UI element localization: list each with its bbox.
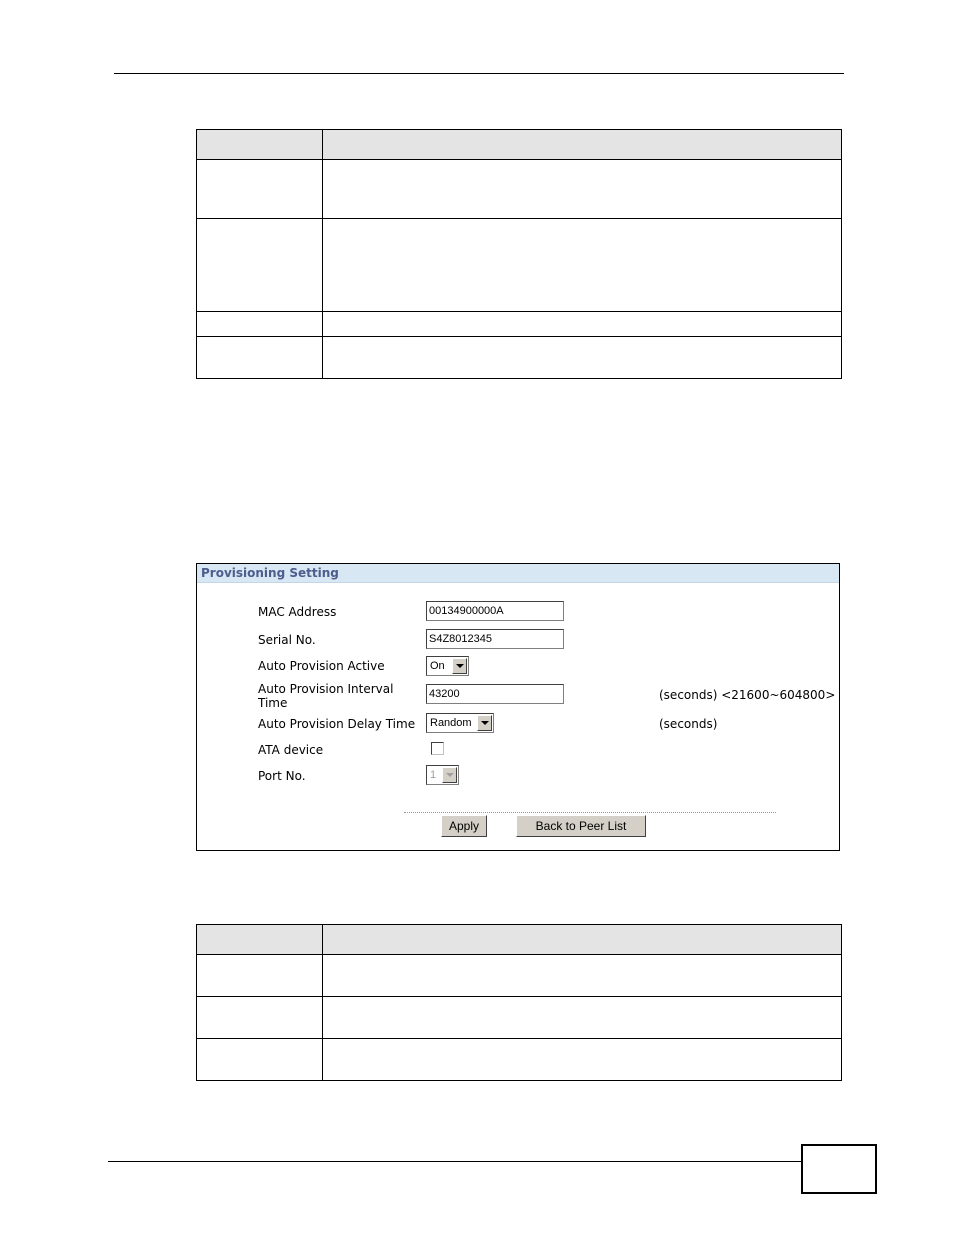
header-rule (114, 73, 844, 74)
panel-title: Provisioning Setting (197, 564, 839, 583)
mac-address-input[interactable]: 00134900000A (426, 601, 564, 621)
table-row (197, 312, 842, 337)
table-header-cell (323, 925, 842, 955)
auto-provision-delay-select[interactable] (426, 713, 494, 733)
bottom-table (196, 924, 842, 1081)
interval-range-note: (seconds) <21600~604800> (659, 688, 836, 702)
auto-provision-interval-input[interactable]: 43200 (426, 684, 564, 704)
auto-provision-active-select[interactable] (426, 656, 469, 676)
provisioning-setting-panel (196, 563, 840, 851)
auto-provision-active-label: Auto Provision Active (258, 659, 385, 673)
chevron-down-icon[interactable] (442, 767, 457, 783)
mac-address-label: MAC Address (258, 605, 337, 619)
ata-device-checkbox[interactable] (431, 742, 444, 755)
delay-unit-note: (seconds) (659, 717, 718, 731)
chevron-down-icon[interactable] (452, 658, 467, 674)
table-row (197, 219, 842, 312)
interval-label-line1: Auto Provision Interval (258, 682, 394, 696)
auto-provision-interval-label (258, 682, 393, 710)
table-row (197, 337, 842, 379)
footer-rule (108, 1161, 801, 1162)
table-row (197, 955, 842, 997)
apply-button[interactable]: Apply (441, 815, 487, 837)
auto-provision-delay-value: Random (430, 717, 472, 729)
port-no-select[interactable] (426, 765, 459, 785)
table-row (197, 1039, 842, 1081)
top-table (196, 129, 842, 379)
chevron-down-icon[interactable] (477, 715, 492, 731)
ata-device-label: ATA device (258, 743, 324, 757)
port-no-value: 1 (430, 769, 437, 781)
serial-no-label: Serial No. (258, 633, 316, 647)
table-row (197, 160, 842, 219)
serial-no-input[interactable]: S4Z8012345 (426, 629, 564, 649)
back-to-peer-list-button[interactable]: Back to Peer List (516, 815, 646, 837)
button-divider (404, 812, 776, 813)
port-no-label: Port No. (258, 769, 306, 783)
table-header-cell (197, 925, 323, 955)
table-header-cell (323, 130, 842, 160)
page-number-box (801, 1144, 877, 1194)
interval-label-line2: Time (258, 696, 288, 710)
auto-provision-active-value: On (430, 660, 445, 672)
auto-provision-delay-label: Auto Provision Delay Time (258, 717, 416, 731)
table-row (197, 997, 842, 1039)
table-header-cell (197, 130, 323, 160)
